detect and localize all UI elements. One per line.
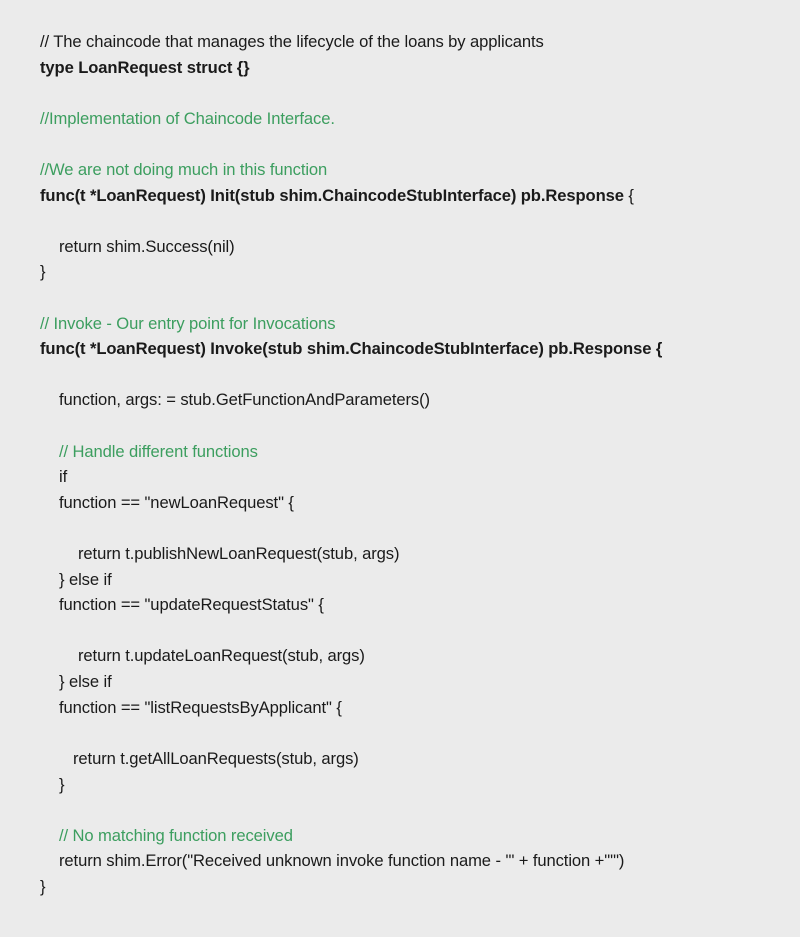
code-line: } else if [59, 672, 112, 691]
comment-line: // No matching function received [59, 826, 293, 845]
code-line: function == "listRequestsByApplicant" { [59, 698, 342, 717]
closing-brace-line: } [59, 775, 65, 794]
type-declaration-line: type LoanRequest struct {} [40, 58, 250, 77]
code-line: return shim.Error("Received unknown invoke function name - '" + function +"'") [59, 851, 625, 870]
closing-brace-line: } [40, 262, 46, 281]
invoke-func-signature-line: func(t *LoanRequest) Invoke(stub shim.ChaincodeStubInterface) pb.Response { [40, 339, 663, 358]
code-line: return shim.Success(nil) [59, 237, 235, 256]
code-line: } else if [59, 570, 112, 589]
comment-line: //Implementation of Chaincode Interface. [40, 109, 335, 128]
code-line: return t.publishNewLoanRequest(stub, args) [78, 544, 400, 563]
code-line: return t.updateLoanRequest(stub, args) [78, 646, 365, 665]
code-line: return t.getAllLoanRequests(stub, args) [73, 749, 359, 768]
comment-line: // Handle different functions [59, 442, 258, 461]
closing-brace-line: } [40, 877, 46, 896]
init-func-signature-line [40, 186, 634, 206]
init-func-signature: func(t *LoanRequest) Init(stub shim.ChaincodeStubInterface) pb.Response [40, 186, 624, 205]
code-line: function, args: = stub.GetFunctionAndParameters() [59, 390, 430, 409]
open-brace: { [623, 186, 634, 205]
code-line: function == "updateRequestStatus" { [59, 595, 324, 614]
comment-line: // The chaincode that manages the lifecycle of the loans by applicants [40, 32, 544, 51]
comment-line: //We are not doing much in this function [40, 160, 328, 179]
comment-line: // Invoke - Our entry point for Invocations [40, 314, 336, 333]
code-line: if [59, 467, 68, 486]
code-line: function == "newLoanRequest" { [59, 493, 294, 512]
